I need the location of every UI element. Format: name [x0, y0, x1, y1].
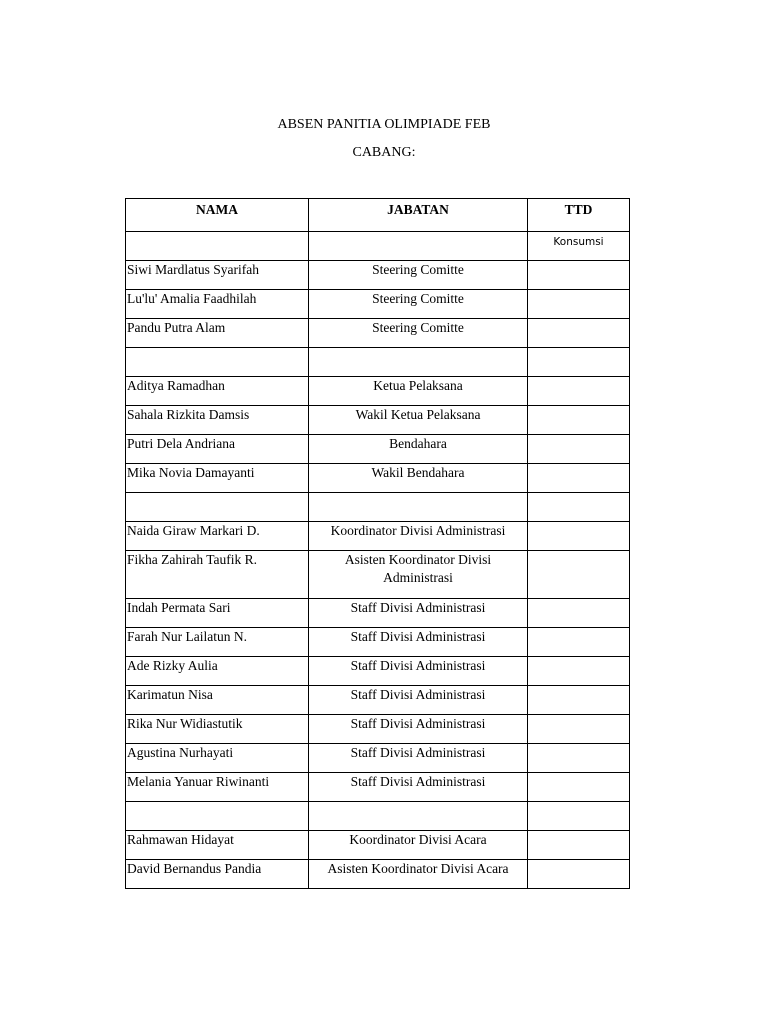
cell-name: Melania Yanuar Riwinanti: [126, 773, 309, 802]
table-row: [126, 319, 630, 348]
table-header-row: [126, 199, 630, 232]
cell-signature: [528, 290, 630, 319]
cell-role: Staff Divisi Administrasi: [309, 657, 528, 686]
cell-role: [309, 232, 528, 261]
cell-signature: [528, 522, 630, 551]
cell-signature: [528, 348, 630, 377]
cell-name: Putri Dela Andriana: [126, 435, 309, 464]
cell-name: Ade Rizky Aulia: [126, 657, 309, 686]
table-row: [126, 290, 630, 319]
cell-role: Staff Divisi Administrasi: [309, 773, 528, 802]
cell-name: [126, 348, 309, 377]
cell-name: Rika Nur Widiastutik: [126, 715, 309, 744]
table-row: [126, 348, 630, 377]
cell-name: [126, 232, 309, 261]
cell-signature: [528, 860, 630, 889]
document-subtitle: CABANG:: [352, 145, 416, 160]
cell-signature: [528, 686, 630, 715]
table-row: [126, 802, 630, 831]
table-row: [126, 232, 630, 261]
cell-name: Farah Nur Lailatun N.: [126, 628, 309, 657]
cell-name: David Bernandus Pandia: [126, 860, 309, 889]
cell-name: Siwi Mardlatus Syarifah: [126, 261, 309, 290]
table-row: [126, 406, 630, 435]
table-row: [126, 522, 630, 551]
table-row: [126, 261, 630, 290]
table-row: [126, 860, 630, 889]
table-row: [126, 435, 630, 464]
cell-role: Wakil Bendahara: [309, 464, 528, 493]
cell-role: Steering Comitte: [309, 290, 528, 319]
cell-role: Bendahara: [309, 435, 528, 464]
cell-name: Agustina Nurhayati: [126, 744, 309, 773]
cell-role: Staff Divisi Administrasi: [309, 628, 528, 657]
cell-signature: [528, 773, 630, 802]
table-row: [126, 377, 630, 406]
cell-role: Staff Divisi Administrasi: [309, 686, 528, 715]
cell-signature: [528, 628, 630, 657]
cell-signature: [528, 715, 630, 744]
cell-role: Staff Divisi Administrasi: [309, 599, 528, 628]
cell-name: Rahmawan Hidayat: [126, 831, 309, 860]
cell-signature: [528, 744, 630, 773]
cell-role: Wakil Ketua Pelaksana: [309, 406, 528, 435]
cell-signature: [528, 406, 630, 435]
table-row: [126, 686, 630, 715]
cell-name: Naida Giraw Markari D.: [126, 522, 309, 551]
cell-name: [126, 802, 309, 831]
table-row: [126, 657, 630, 686]
cell-signature: [528, 435, 630, 464]
cell-role: [309, 493, 528, 522]
cell-role: [309, 802, 528, 831]
table-row: [126, 744, 630, 773]
cell-role: Koordinator Divisi Acara: [309, 831, 528, 860]
cell-role: Steering Comitte: [309, 261, 528, 290]
cell-name: Pandu Putra Alam: [126, 319, 309, 348]
cell-signature: [528, 232, 630, 261]
konsumsi-label: Konsumsi: [553, 236, 604, 248]
cell-name: Karimatun Nisa: [126, 686, 309, 715]
header-nama: NAMA: [126, 199, 309, 232]
cell-role: Steering Comitte: [309, 319, 528, 348]
cell-signature: [528, 377, 630, 406]
cell-signature: [528, 831, 630, 860]
cell-signature: [528, 493, 630, 522]
header-jabatan: JABATAN: [309, 199, 528, 232]
table-row: [126, 773, 630, 802]
cell-name: Lu'lu' Amalia Faadhilah: [126, 290, 309, 319]
cell-name: Sahala Rizkita Damsis: [126, 406, 309, 435]
cell-role: Koordinator Divisi Administrasi: [309, 522, 528, 551]
cell-role: Staff Divisi Administrasi: [309, 744, 528, 773]
cell-signature: [528, 319, 630, 348]
cell-role: [309, 348, 528, 377]
table-row: [126, 464, 630, 493]
cell-name: [126, 493, 309, 522]
header-ttd: TTD: [528, 199, 630, 232]
cell-role: Asisten Koordinator Divisi Acara: [309, 860, 528, 889]
cell-signature: [528, 802, 630, 831]
table-row: [126, 715, 630, 744]
cell-name: Aditya Ramadhan: [126, 377, 309, 406]
cell-signature: [528, 551, 630, 599]
table-row: [126, 831, 630, 860]
cell-signature: [528, 261, 630, 290]
document-title: ABSEN PANITIA OLIMPIADE FEB: [277, 117, 491, 132]
cell-role: Ketua Pelaksana: [309, 377, 528, 406]
cell-name: Indah Permata Sari: [126, 599, 309, 628]
table-row: [126, 599, 630, 628]
cell-signature: [528, 599, 630, 628]
table-row: [126, 493, 630, 522]
cell-name: Fikha Zahirah Taufik R.: [126, 551, 309, 599]
cell-role: Staff Divisi Administrasi: [309, 715, 528, 744]
table-row: [126, 551, 630, 599]
table-row: [126, 628, 630, 657]
cell-name: Mika Novia Damayanti: [126, 464, 309, 493]
cell-role: Asisten Koordinator Divisi Administrasi: [309, 551, 528, 599]
cell-signature: [528, 464, 630, 493]
attendance-table: [125, 198, 630, 889]
cell-signature: [528, 657, 630, 686]
